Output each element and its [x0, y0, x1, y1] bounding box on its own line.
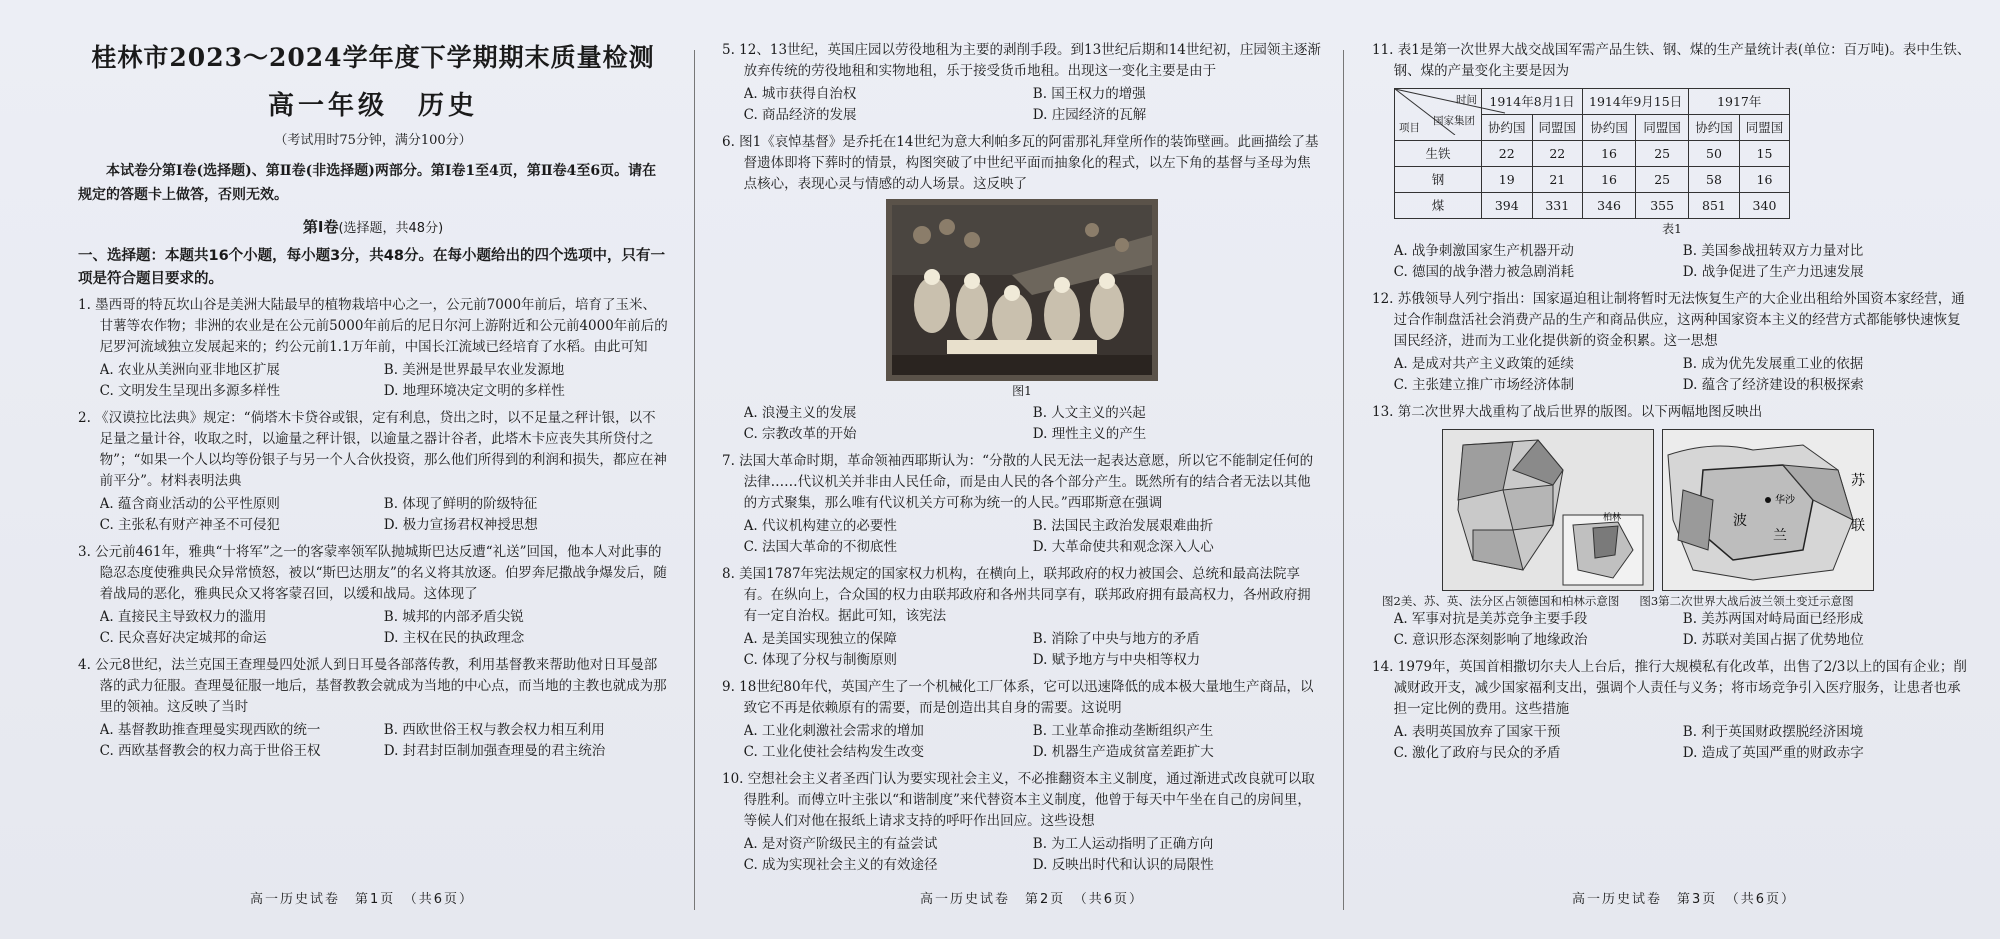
option-b[interactable]: B. 城邦的内部矛盾尖锐 [383, 609, 524, 625]
fresco-lamentation-image [886, 199, 1158, 381]
map-figures [1442, 429, 1972, 591]
poland-map-drawing [1663, 430, 1873, 590]
option-d[interactable]: D. 赋予地方与中央相等权力 [1032, 652, 1201, 668]
option-c[interactable]: C. 法国大革命的不彻底性 [743, 539, 898, 555]
question-12 [1372, 289, 1972, 396]
page-divider [694, 50, 695, 910]
option-c[interactable]: C. 德国的战争潜力被急剧消耗 [1393, 264, 1575, 280]
question-4 [78, 655, 668, 762]
option-c[interactable]: C. 宗教改革的开始 [743, 426, 857, 442]
question-stem: 1. 墨西哥的特瓦坎山谷是美洲大陆最早的植物栽培中心之一，公元前7000年前后，培育了玉米、甘薯等农作物；非洲的农业是在公元前5000年前后的尼日尔河上游附近和公元前4000年前后的尼罗河流域独立发展起来的；约公元前1.1万年前，中国长江流域已经培育了水稻。由此可知 [78, 297, 668, 355]
option-a[interactable]: A. 是对资产阶级民主的有益尝试 [743, 836, 938, 852]
figure-1-caption: 图1 [1012, 384, 1032, 398]
warsaw-label: 华沙 [1775, 495, 1795, 506]
question-14 [1372, 657, 1972, 764]
question-options [722, 834, 1322, 876]
table-cell: 16 [1583, 167, 1636, 193]
table-1-caption: 表1 [1662, 222, 1682, 236]
option-c[interactable]: C. 主张建立推广市场经济体制 [1393, 377, 1575, 393]
option-b[interactable]: B. 利于英国财政摆脱经济困境 [1682, 724, 1864, 740]
option-b[interactable]: B. 消除了中央与地方的矛盾 [1032, 631, 1200, 647]
option-c[interactable]: C. 主张私有财产神圣不可侵犯 [99, 517, 281, 533]
table-cell: 340 [1739, 193, 1790, 219]
question-6 [722, 132, 1322, 445]
table-row [1395, 193, 1790, 219]
question-stem: 7. 法国大革命时期，革命领袖西耶斯认为：“分散的人民无法一起表达意愿，所以它不能制定任何的法律……代议机关并非由人民任命，而是由人民的各个部分产生。既然所有的结合者无法以其他的方式聚集，那么唯有代议机关方可称为统一的人民。”西耶斯意在强调 [722, 453, 1314, 511]
row-name: 钢 [1395, 167, 1482, 193]
question-options [722, 403, 1322, 445]
part-title [78, 217, 668, 239]
question-1 [78, 295, 668, 402]
option-c[interactable]: C. 体现了分权与制衡原则 [743, 652, 898, 668]
group-header: 协约国 [1482, 115, 1533, 141]
map-2-caption: 图2美、苏、英、法分区占领德国和柏林示意图 [1382, 594, 1620, 608]
group-header: 同盟国 [1739, 115, 1790, 141]
question-7 [722, 451, 1322, 558]
page-divider [1343, 50, 1344, 910]
option-b[interactable]: B. 人文主义的兴起 [1032, 405, 1146, 421]
option-c[interactable]: C. 激化了政府与民众的矛盾 [1393, 745, 1561, 761]
page-1 [78, 40, 668, 900]
question-9 [722, 677, 1322, 763]
option-a[interactable]: A. 是美国实现独立的保障 [743, 631, 897, 647]
question-stem: 13. 第二次世界大战重构了战后世界的版图。以下两幅地图反映出 [1372, 404, 1763, 420]
question-stem: 3. 公元前461年，雅典“十将军”之一的客蒙率领军队抛城斯巴达反遭“礼送”回国，他本人对此事的隐忍态度使雅典民众异常愤怒，被以“斯巴达朋友”的名义将其放逐。伯罗奔尼撒战争爆发后，随着战局的恶化，雅典民众又将客蒙召回，以缓和战局。这体现了 [78, 544, 667, 602]
option-a[interactable]: A. 战争刺激国家生产机器开动 [1393, 243, 1574, 259]
table-cell: 22 [1482, 141, 1533, 167]
option-b[interactable]: B. 国王权力的增强 [1032, 86, 1146, 102]
page-1-footer: 高一历史试卷 第1页 （共6页） [250, 892, 475, 907]
option-c[interactable]: C. 民众喜好决定城邦的命运 [99, 630, 267, 646]
option-c[interactable]: C. 意识形态深刻影响了地缘政治 [1393, 632, 1588, 648]
header-item: 项目 [1399, 122, 1420, 134]
option-a[interactable]: A. 浪漫主义的发展 [743, 405, 857, 421]
question-8 [722, 564, 1322, 671]
table-cell: 16 [1583, 141, 1636, 167]
option-b[interactable]: B. 工业革命推动垄断组织产生 [1032, 723, 1214, 739]
table-cell: 355 [1636, 193, 1689, 219]
table-1 [1394, 88, 1790, 219]
fresco-illustration [892, 205, 1152, 375]
table-cell: 21 [1532, 167, 1583, 193]
table-cell: 15 [1739, 141, 1790, 167]
table-row [1395, 167, 1790, 193]
page-2-footer: 高一历史试卷 第2页 （共6页） [920, 892, 1145, 907]
question-options [1372, 609, 1972, 651]
option-d[interactable]: D. 庄园经济的瓦解 [1032, 107, 1147, 123]
question-options [722, 84, 1322, 126]
question-stem: 5. 12、13世纪，英国庄园以劳役地租为主要的剥削手段。到13世纪后期和14世纪初，庄园领主逐渐放弃传统的劳役地租和实物地租，乐于接受货币地租。出现这一变化主要是由于 [722, 42, 1321, 79]
question-stem: 10. 空想社会主义者圣西门认为要实现社会主义，不必推翻资本主义制度，通过渐进式改良就可以取得胜利。而傅立叶主张以“和谐制度”来代替资本主义制度，他曾于每天中午坐在自己的房间里，等候人们对他在报纸上请求支持的呼吁作出回应。这些设想 [722, 771, 1315, 829]
germany-occupation-map [1442, 429, 1654, 591]
option-d[interactable]: D. 封君封臣制加强查理曼的君主统治 [383, 743, 606, 759]
table-cell: 16 [1739, 167, 1790, 193]
option-b[interactable]: B. 成为优先发展重工业的依据 [1682, 356, 1864, 372]
option-c[interactable]: C. 成为实现社会主义的有效途径 [743, 857, 938, 873]
option-a[interactable]: A. 农业从美洲向亚非地区扩展 [99, 362, 280, 378]
option-d[interactable]: D. 战争促进了生产力迅速发展 [1682, 264, 1864, 280]
option-d[interactable]: D. 地理环境决定文明的多样性 [383, 383, 565, 399]
option-a[interactable]: A. 是成对共产主义政策的延续 [1393, 356, 1574, 372]
row-name: 生铁 [1395, 141, 1482, 167]
option-d[interactable]: D. 理性主义的产生 [1032, 426, 1147, 442]
period-header: 1914年8月1日 [1482, 89, 1583, 115]
question-stem: 6. 图1《哀悼基督》是乔托在14世纪为意大利帕多瓦的阿雷那礼拜堂所作的装饰壁画。此画描绘了基督遗体即将下葬时的情景，构图突破了中世纪平面而抽象化的程式，以左下角的基督与圣母为焦点核心，表现心灵与情感的动人场景。这反映了 [722, 134, 1319, 192]
question-options [722, 629, 1322, 671]
option-a[interactable]: A. 蕴含商业活动的公平性原则 [99, 496, 280, 512]
berlin-label: 柏林 [1603, 513, 1622, 523]
question-2 [78, 408, 668, 536]
question-options [722, 721, 1322, 763]
option-b[interactable]: B. 美洲是世界最早农业发源地 [383, 362, 565, 378]
part-title-main: 第Ⅰ卷 [302, 218, 339, 236]
option-b[interactable]: B. 美苏两国对峙局面已经形成 [1682, 611, 1864, 627]
period-header: 1917年 [1689, 89, 1790, 115]
period-header: 1914年9月15日 [1583, 89, 1689, 115]
table-cell: 50 [1689, 141, 1740, 167]
row-name: 煤 [1395, 193, 1482, 219]
page-2 [722, 40, 1322, 900]
option-d[interactable]: D. 蕴含了经济建设的积极探索 [1682, 377, 1864, 393]
option-d[interactable]: D. 极力宣扬君权神授思想 [383, 517, 538, 533]
option-c[interactable]: C. 文明发生呈现出多源多样性 [99, 383, 281, 399]
option-d[interactable]: D. 机器生产造成贫富差距扩大 [1032, 744, 1214, 760]
header-group: 国家集团 [1433, 115, 1475, 127]
option-a[interactable]: A. 军事对抗是美苏竞争主要手段 [1393, 611, 1588, 627]
question-10 [722, 769, 1322, 876]
exam-note: （考试用时75分钟，满分100分） [274, 133, 472, 148]
table-cell: 394 [1482, 193, 1533, 219]
option-d[interactable]: D. 主权在民的执政理念 [383, 630, 525, 646]
question-options [722, 516, 1322, 558]
option-c[interactable]: C. 工业化使社会结构发生改变 [743, 744, 925, 760]
option-d[interactable]: D. 大革命使共和观念深入人心 [1032, 539, 1214, 555]
option-a[interactable]: A. 工业化刺激社会需求的增加 [743, 723, 924, 739]
option-b[interactable]: B. 为工人运动指明了正确方向 [1032, 836, 1214, 852]
part-title-sub: (选择题，共48分) [338, 221, 444, 236]
option-a[interactable]: A. 代议机构建立的必要性 [743, 518, 897, 534]
soviet-label-1: 苏 [1851, 473, 1865, 489]
table-row [1395, 141, 1790, 167]
table-cell: 22 [1532, 141, 1583, 167]
table-corner-cell [1395, 89, 1482, 141]
page-3 [1372, 40, 1972, 900]
poland-label-1: 波 [1733, 513, 1747, 529]
group-header: 协约国 [1583, 115, 1636, 141]
section-heading: 一、选择题：本题共16个小题，每小题3分，共48分。在每小题给出的四个选项中，只有一项是符合题目要求的。 [78, 248, 665, 287]
option-a[interactable]: A. 直接民主导致权力的滥用 [99, 609, 267, 625]
option-a[interactable]: A. 表明英国放弃了国家干预 [1393, 724, 1561, 740]
option-d[interactable]: D. 反映出时代和认识的局限性 [1032, 857, 1214, 873]
option-a[interactable]: A. 基督教助推查理曼实现西欧的统一 [99, 722, 321, 738]
group-header: 协约国 [1689, 115, 1740, 141]
option-b[interactable]: B. 法国民主政治发展艰难曲折 [1032, 518, 1214, 534]
question-stem: 4. 公元8世纪，法兰克国王查理曼四处派人到日耳曼各部落传教，利用基督教来帮助他对日耳曼部落的武力征服。查理曼征服一地后，基督教教会就成为当地的中心点，而当地的主教也就成为那里的领袖。这反映了当时 [78, 657, 667, 715]
poland-border-map [1662, 429, 1874, 591]
germany-map-drawing [1443, 430, 1653, 590]
question-options [1372, 241, 1972, 283]
question-options [1372, 722, 1972, 764]
group-header: 同盟国 [1532, 115, 1583, 141]
question-5 [722, 40, 1322, 126]
option-a[interactable]: A. 城市获得自治权 [743, 86, 857, 102]
option-c[interactable]: C. 商品经济的发展 [743, 107, 857, 123]
table-cell: 19 [1482, 167, 1533, 193]
question-options [78, 720, 668, 762]
map-3-caption: 图3第二次世界大战后波兰领土变迁示意图 [1639, 594, 1854, 608]
option-b[interactable]: B. 西欧世俗王权与教会权力相互利用 [383, 722, 605, 738]
question-3 [78, 542, 668, 649]
question-options [1372, 354, 1972, 396]
question-stem: 12. 苏俄领导人列宁指出：国家逼迫租让制将暂时无法恢复生产的大企业出租给外国资本家经营，通过合作制盘活社会消费产品的生产和商品供应，这两种国家资本主义的经营方式都能够快速恢复国民经济，进而为工业化提供新的资金积累。这一思想 [1372, 291, 1965, 349]
header-time: 时间 [1456, 94, 1477, 106]
option-b[interactable]: B. 美国参战扭转双方力量对比 [1682, 243, 1864, 259]
question-stem: 2. 《汉谟拉比法典》规定：“倘塔木卡贷谷或银，定有利息，贷出之时，以不足量之秤计银，以不足量之量计谷，收取之时，以逾量之秤计银，以逾量之器计谷者，此塔木卡应丧失其所贷付之物”；“如果一个人以均等份银子与另一个人合伙投资，那么他们所得到的利润和损失，都应在神前平分”。材料表明法典 [78, 410, 667, 489]
question-stem: 14. 1979年，英国首相撒切尔夫人上台后，推行大规模私有化改革，出售了2/3以上的国有企业；削减财政开支，减少国家福利支出，强调个人责任与义务；将市场竞争引入医疗服务，让患者也承担一定比例的费用。这些措施 [1372, 659, 1967, 717]
question-stem: 8. 美国1787年宪法规定的国家权力机构，在横向上，联邦政府的权力被国会、总统和最高法院享有。在纵向上，合众国的权力由联邦政府和各州共同享有，联邦政府拥有最高权力，各州政府拥有一定自治权。据此可知，该宪法 [722, 566, 1311, 624]
table-cell: 331 [1532, 193, 1583, 219]
question-stem: 11. 表1是第一次世界大战交战国军需产品生铁、钢、煤的生产量统计表(单位：百万吨)。表中生铁、钢、煤的产量变化主要是因为 [1372, 42, 1971, 79]
question-11 [1372, 40, 1972, 283]
question-options [78, 360, 668, 402]
question-13 [1372, 402, 1972, 651]
option-b[interactable]: B. 体现了鲜明的阶级特征 [383, 496, 538, 512]
group-header: 同盟国 [1636, 115, 1689, 141]
exam-title: 桂林市2023～2024学年度下学期期末质量检测 [91, 43, 655, 72]
table-cell: 58 [1689, 167, 1740, 193]
table-cell: 25 [1636, 141, 1689, 167]
question-options [78, 607, 668, 649]
exam-subtitle: 高一年级 历史 [267, 91, 478, 121]
question-stem: 9. 18世纪80年代，英国产生了一个机械化工厂体系，它可以迅速降低的成本极大量地生产商品，以致它不再是依赖原有的需要，而是创造出其自身的需要。这说明 [722, 679, 1314, 716]
page-3-footer: 高一历史试卷 第3页 （共6页） [1572, 892, 1797, 907]
option-d[interactable]: D. 苏联对美国占据了优势地位 [1682, 632, 1864, 648]
table-cell: 25 [1636, 167, 1689, 193]
table-cell: 851 [1689, 193, 1740, 219]
map-captions [1382, 593, 1972, 609]
option-c[interactable]: C. 西欧基督教会的权力高于世俗王权 [99, 743, 321, 759]
poland-label-2: 兰 [1773, 528, 1787, 544]
table-cell: 346 [1583, 193, 1636, 219]
exam-intro: 本试卷分第Ⅰ卷(选择题)、第Ⅱ卷(非选择题)两部分。第Ⅰ卷1至4页，第Ⅱ卷4至6页。请在规定的答题卡上做答，否则无效。 [78, 163, 657, 203]
question-options [78, 494, 668, 536]
soviet-label-2: 联 [1851, 518, 1865, 534]
option-d[interactable]: D. 造成了英国严重的财政赤字 [1682, 745, 1864, 761]
